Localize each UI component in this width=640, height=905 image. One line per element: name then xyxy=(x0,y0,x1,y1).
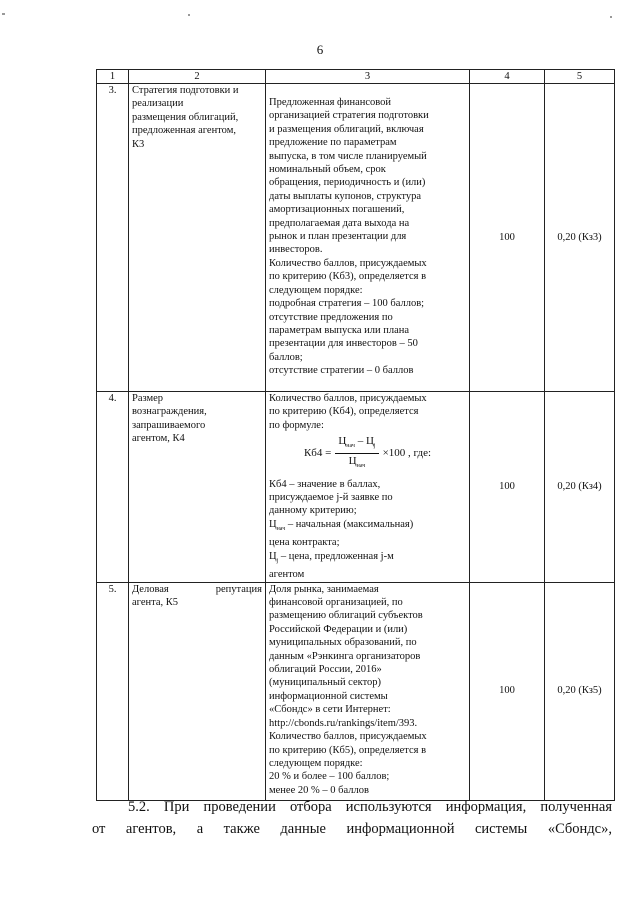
criteria-table xyxy=(96,69,615,801)
description-line: отсутствие предложения по xyxy=(269,311,393,323)
symbol-cj-subscript: j xyxy=(276,557,279,564)
description-line: информационной системы xyxy=(269,690,388,702)
description-line: по критерию (Кб5), определяется в xyxy=(269,744,427,756)
description-line: обращения, периодичность и (или) xyxy=(269,177,426,189)
row-number: 3. xyxy=(97,84,129,392)
description-line: размещению облигаций субъектов xyxy=(269,610,423,622)
description-cell xyxy=(266,392,470,583)
symbol-c-subscript: нач xyxy=(276,525,286,532)
description-line: Предложенная финансовой xyxy=(269,97,392,108)
criterion-cell xyxy=(129,392,266,583)
description-line: по критерию (Кб4), определяется xyxy=(269,406,419,418)
description-line: Количество баллов, присуждаемых xyxy=(269,257,427,269)
header-col-5: 5 xyxy=(545,70,615,84)
row-number: 5. xyxy=(97,582,129,800)
description-line: параметрам выпуска или плана xyxy=(269,324,410,336)
description-line: по критерию (Кб3), определяется в xyxy=(269,271,427,283)
criterion-line: Размер xyxy=(132,393,164,404)
criterion-line: агентом, К4 xyxy=(132,433,185,445)
header-col-1: 1 xyxy=(97,70,129,84)
description-line: Российской Федерации и (или) xyxy=(269,623,408,635)
description-line: http://cbonds.ru/rankings/item/393. xyxy=(269,717,418,729)
description-cell xyxy=(266,582,470,800)
description-line: и размещения облигаций, включая xyxy=(269,123,424,135)
description-line: агентом xyxy=(269,569,305,581)
weight-cell: 0,20 (Кз4) xyxy=(545,392,615,583)
header-col-3: 3 xyxy=(266,70,470,84)
description-cell xyxy=(266,84,470,392)
description-line: выпуска, в том числе планируемый xyxy=(269,150,427,162)
criterion-cell xyxy=(129,84,266,392)
criterion-line xyxy=(132,583,262,596)
max-points-cell: 100 xyxy=(470,582,545,800)
symbol-cj: Ц xyxy=(269,550,277,562)
numerator-subscript-j: j xyxy=(373,443,376,450)
denominator-symbol: Ц xyxy=(348,455,357,468)
description-line xyxy=(269,550,466,569)
denominator-subscript: нач xyxy=(356,463,366,470)
formula-fraction xyxy=(335,434,378,473)
page-number: 6 xyxy=(316,42,324,57)
description-line: следующем порядке: xyxy=(269,284,363,296)
description-line: облигаций России, 2016» xyxy=(269,664,382,676)
numerator-subscript: нач xyxy=(346,443,355,450)
weight-cell: 0,20 (Кз5) xyxy=(545,582,615,800)
criterion-word: Деловая xyxy=(132,583,169,595)
criterion-line: запрашиваемого xyxy=(132,419,206,431)
description-line: подробная стратегия – 100 баллов; xyxy=(269,298,425,310)
scan-speck xyxy=(610,16,612,18)
description-line: презентации для инвесторов – 50 xyxy=(269,338,418,350)
symbol-cj-definition: – цена, предложенная j-м xyxy=(278,550,394,562)
criterion-cell xyxy=(129,582,266,800)
paragraph-line: 5.2. При проведении отбора используются информация, полученная xyxy=(128,799,612,815)
description-line: Кб4 – значение в баллах, xyxy=(269,478,381,490)
body-paragraph xyxy=(92,796,612,840)
symbol-c: Ц xyxy=(269,518,277,530)
description-line: менее 20 % – 0 баллов xyxy=(269,784,369,796)
description-line: номинальный объем, срок xyxy=(269,164,386,176)
description-line: Количество баллов, присуждаемых xyxy=(269,393,427,404)
description-line: Количество баллов, присуждаемых xyxy=(269,731,427,743)
description-line: рынок и план презентации для xyxy=(269,231,407,243)
description-line: следующем порядке: xyxy=(269,757,363,769)
description-line: данному критерию; xyxy=(269,505,357,517)
weight-cell: 0,20 (Кз3) xyxy=(545,84,615,392)
criterion-word: репутация xyxy=(215,583,262,595)
criterion-line: К3 xyxy=(132,138,145,150)
formula-numerator xyxy=(335,434,378,454)
description-line: 20 % и более – 100 баллов; xyxy=(269,771,390,783)
description-line: организацией стратегия подготовки xyxy=(269,110,429,122)
description-line: данным «Рэнкинга организаторов xyxy=(269,650,421,662)
formula-lhs: Кб4 = xyxy=(303,447,332,460)
description-line: инвесторов. xyxy=(269,244,323,256)
description-line: (муниципальный сектор) xyxy=(269,677,382,689)
description-line: финансовой организацией, по xyxy=(269,597,403,609)
row-number: 4. xyxy=(97,392,129,583)
scan-speck xyxy=(188,14,190,16)
description-line: амортизационных погашений, xyxy=(269,204,405,216)
numerator-symbol: Ц xyxy=(338,435,347,448)
description-line: по формуле: xyxy=(269,419,324,431)
description-line: отсутствие стратегии – 0 баллов xyxy=(269,365,414,377)
header-row xyxy=(97,70,615,84)
max-points-cell: 100 xyxy=(470,84,545,392)
header-col-4: 4 xyxy=(470,70,545,84)
table-row xyxy=(97,84,615,392)
description-line: цена контракта; xyxy=(269,537,340,549)
description-line: муниципальных образований, по xyxy=(269,637,417,649)
criterion-line: Стратегия подготовки и xyxy=(132,85,239,96)
criterion-line: предложенная агентом, xyxy=(132,125,236,137)
numerator-minus: – Ц xyxy=(357,435,374,448)
table-row xyxy=(97,392,615,583)
criterion-line: реализации xyxy=(132,98,184,110)
description-line xyxy=(269,518,466,537)
description-line: даты выплаты купонов, структура xyxy=(269,190,421,202)
formula-rhs: ×100 , где: xyxy=(382,447,432,460)
description-line: предполагаемая дата выхода на xyxy=(269,217,410,229)
criterion-line: размещения облигаций, xyxy=(132,111,239,123)
formula xyxy=(269,434,466,473)
criterion-line: вознаграждения, xyxy=(132,406,207,418)
description-line: «Cбондс» в сети Интернет: xyxy=(269,704,391,716)
description-line: присуждаемое j-й заявке по xyxy=(269,492,393,503)
description-line: предложение по параметрам xyxy=(269,137,397,149)
header-col-2: 2 xyxy=(129,70,266,84)
table-row xyxy=(97,582,615,800)
max-points-cell: 100 xyxy=(470,392,545,583)
criterion-line: агента, К5 xyxy=(132,597,178,609)
description-line: баллов; xyxy=(269,351,303,363)
formula-denominator xyxy=(349,454,366,473)
scan-speck xyxy=(2,13,5,15)
symbol-c-definition: – начальная (максимальная) xyxy=(285,518,414,530)
description-line: Доля рынка, занимаемая xyxy=(269,583,379,595)
paragraph-line: от агентов, а также данные информационной системы «Сбондс», xyxy=(92,821,612,837)
